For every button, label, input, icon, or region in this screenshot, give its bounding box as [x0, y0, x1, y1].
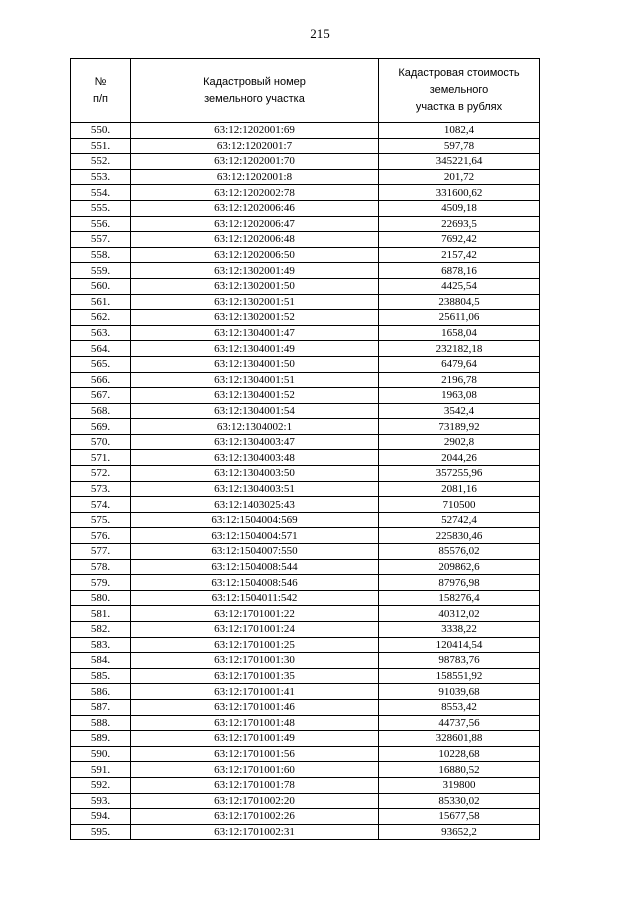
cadastral-number-cell: 63:12:1302001:50	[131, 278, 379, 294]
cadastral-value-cell: 2196,78	[379, 372, 540, 388]
cadastral-value-cell: 328601,88	[379, 731, 540, 747]
row-number-cell: 588.	[71, 715, 131, 731]
row-number-cell: 579.	[71, 575, 131, 591]
row-number-cell: 566.	[71, 372, 131, 388]
cadastral-number-cell: 63:12:1304001:49	[131, 341, 379, 357]
table-row	[71, 606, 540, 622]
table-row	[71, 123, 540, 139]
cadastral-number-cell: 63:12:1304001:51	[131, 372, 379, 388]
row-number-cell: 557.	[71, 232, 131, 248]
cadastral-number-cell: 63:12:1304001:52	[131, 388, 379, 404]
cadastral-value-cell: 6878,16	[379, 263, 540, 279]
cadastral-value-cell: 2902,8	[379, 434, 540, 450]
cadastral-value-cell: 2081,16	[379, 481, 540, 497]
table-row	[71, 528, 540, 544]
cadastral-value-cell: 209862,6	[379, 559, 540, 575]
table-row	[71, 777, 540, 793]
row-number-cell: 581.	[71, 606, 131, 622]
row-number-cell: 560.	[71, 278, 131, 294]
row-number-cell: 591.	[71, 762, 131, 778]
cadastral-number-cell: 63:12:1701001:35	[131, 668, 379, 684]
cadastral-value-cell: 357255,96	[379, 466, 540, 482]
cadastral-number-cell: 63:12:1202006:50	[131, 247, 379, 263]
table-row	[71, 497, 540, 513]
cadastral-value-cell: 4425,54	[379, 278, 540, 294]
table-row	[71, 762, 540, 778]
table-row	[71, 278, 540, 294]
cadastral-number-cell: 63:12:1504008:546	[131, 575, 379, 591]
cadastral-number-cell: 63:12:1304003:50	[131, 466, 379, 482]
row-number-cell: 564.	[71, 341, 131, 357]
table-row	[71, 731, 540, 747]
table-row	[71, 419, 540, 435]
row-number-cell: 574.	[71, 497, 131, 513]
row-number-cell: 586.	[71, 684, 131, 700]
cadastral-number-cell: 63:12:1701001:49	[131, 731, 379, 747]
page-number: 215	[310, 26, 330, 41]
cadastral-value-cell: 120414,54	[379, 637, 540, 653]
table-row	[71, 450, 540, 466]
cadastral-number-cell: 63:12:1304003:48	[131, 450, 379, 466]
cadastral-value-cell: 15677,58	[379, 809, 540, 825]
cadastral-value-cell: 52742,4	[379, 512, 540, 528]
table-body	[71, 123, 540, 840]
row-number-cell: 585.	[71, 668, 131, 684]
cadastral-number-cell: 63:12:1304003:47	[131, 434, 379, 450]
row-number-cell: 583.	[71, 637, 131, 653]
cadastral-number-cell: 63:12:1202002:78	[131, 185, 379, 201]
cadastral-value-cell: 40312,02	[379, 606, 540, 622]
row-number-cell: 563.	[71, 325, 131, 341]
row-number-cell: 559.	[71, 263, 131, 279]
cadastral-value-cell: 158551,92	[379, 668, 540, 684]
table-header-row	[71, 59, 540, 123]
cadastral-value-cell: 85576,02	[379, 544, 540, 560]
row-number-cell: 569.	[71, 419, 131, 435]
table-row	[71, 310, 540, 326]
cadastral-number-cell: 63:12:1701001:56	[131, 746, 379, 762]
table-row	[71, 200, 540, 216]
row-number-cell: 590.	[71, 746, 131, 762]
cadastral-number-cell: 63:12:1304002:1	[131, 419, 379, 435]
cadastral-number-cell: 63:12:1302001:49	[131, 263, 379, 279]
cadastral-number-cell: 63:12:1202001:69	[131, 123, 379, 139]
cadastral-number-cell: 63:12:1701001:22	[131, 606, 379, 622]
cadastral-value-cell: 2157,42	[379, 247, 540, 263]
cadastral-value-cell: 1963,08	[379, 388, 540, 404]
row-number-cell: 589.	[71, 731, 131, 747]
cadastral-value-cell: 345221,64	[379, 154, 540, 170]
cadastral-number-cell: 63:12:1504011:542	[131, 590, 379, 606]
row-number-cell: 572.	[71, 466, 131, 482]
cadastral-value-cell: 10228,68	[379, 746, 540, 762]
row-number-cell: 594.	[71, 809, 131, 825]
row-number-cell: 575.	[71, 512, 131, 528]
table-row	[71, 388, 540, 404]
cadastral-value-cell: 158276,4	[379, 590, 540, 606]
row-number-cell: 584.	[71, 653, 131, 669]
cadastral-value-cell: 91039,68	[379, 684, 540, 700]
cadastral-value-cell: 597,78	[379, 138, 540, 154]
row-number-cell: 580.	[71, 590, 131, 606]
row-number-cell: 570.	[71, 434, 131, 450]
row-number-cell: 558.	[71, 247, 131, 263]
table-row	[71, 216, 540, 232]
cadastral-value-cell: 1082,4	[379, 123, 540, 139]
table-row	[71, 653, 540, 669]
row-number-cell: 567.	[71, 388, 131, 404]
table-row	[71, 622, 540, 638]
cadastral-value-cell: 7692,42	[379, 232, 540, 248]
cadastral-number-cell: 63:12:1504004:571	[131, 528, 379, 544]
cadastral-number-cell: 63:12:1302001:51	[131, 294, 379, 310]
table-row	[71, 232, 540, 248]
table-row	[71, 746, 540, 762]
row-number-cell: 552.	[71, 154, 131, 170]
row-number-cell: 578.	[71, 559, 131, 575]
table-row	[71, 544, 540, 560]
table-row	[71, 575, 540, 591]
cadastral-value-cell: 3338,22	[379, 622, 540, 638]
table-row	[71, 138, 540, 154]
table-row	[71, 372, 540, 388]
cadastral-value-cell: 710500	[379, 497, 540, 513]
row-number-cell: 576.	[71, 528, 131, 544]
cadastral-number-cell: 63:12:1202006:47	[131, 216, 379, 232]
row-number-cell: 582.	[71, 622, 131, 638]
row-number-cell: 571.	[71, 450, 131, 466]
cadastral-value-cell: 201,72	[379, 169, 540, 185]
row-number-cell: 553.	[71, 169, 131, 185]
cadastral-value-cell: 16880,52	[379, 762, 540, 778]
cadastral-value-cell: 331600,62	[379, 185, 540, 201]
table-row	[71, 715, 540, 731]
cadastral-number-cell: 63:12:1701001:41	[131, 684, 379, 700]
table-row	[71, 637, 540, 653]
row-number-cell: 550.	[71, 123, 131, 139]
cadastral-number-cell: 63:12:1202001:8	[131, 169, 379, 185]
cadastral-number-cell: 63:12:1701001:24	[131, 622, 379, 638]
cadastral-value-cell: 87976,98	[379, 575, 540, 591]
row-number-cell: 556.	[71, 216, 131, 232]
cadastral-number-cell: 63:12:1504007:550	[131, 544, 379, 560]
cadastral-number-cell: 63:12:1701001:46	[131, 699, 379, 715]
row-number-cell: 568.	[71, 403, 131, 419]
cadastral-number-cell: 63:12:1304001:50	[131, 356, 379, 372]
row-number-cell: 565.	[71, 356, 131, 372]
row-number-cell: 555.	[71, 200, 131, 216]
cadastral-value-cell: 22693,5	[379, 216, 540, 232]
table-row	[71, 824, 540, 840]
cadastral-number-cell: 63:12:1302001:52	[131, 310, 379, 326]
table-row	[71, 154, 540, 170]
table-row	[71, 356, 540, 372]
header-cadastral-number: Кадастровый номер земельного участка	[131, 59, 379, 123]
table-row	[71, 699, 540, 715]
cadastral-value-cell: 1658,04	[379, 325, 540, 341]
row-number-cell: 587.	[71, 699, 131, 715]
cadastral-number-cell: 63:12:1202006:48	[131, 232, 379, 248]
cadastral-number-cell: 63:12:1701002:26	[131, 809, 379, 825]
row-number-cell: 593.	[71, 793, 131, 809]
cadastral-value-cell: 93652,2	[379, 824, 540, 840]
table-row	[71, 247, 540, 263]
cadastral-value-cell: 225830,46	[379, 528, 540, 544]
table-row	[71, 668, 540, 684]
cadastral-number-cell: 63:12:1701002:20	[131, 793, 379, 809]
table-row	[71, 809, 540, 825]
row-number-cell: 573.	[71, 481, 131, 497]
cadastral-number-cell: 63:12:1701002:31	[131, 824, 379, 840]
row-number-cell: 551.	[71, 138, 131, 154]
row-number-cell: 554.	[71, 185, 131, 201]
cadastral-value-cell: 25611,06	[379, 310, 540, 326]
table-row	[71, 185, 540, 201]
table-row	[71, 481, 540, 497]
cadastral-value-cell: 2044,26	[379, 450, 540, 466]
table-row	[71, 325, 540, 341]
table-row	[71, 466, 540, 482]
table-row	[71, 294, 540, 310]
cadastral-number-cell: 63:12:1403025:43	[131, 497, 379, 513]
table-row	[71, 684, 540, 700]
cadastral-value-cell: 98783,76	[379, 653, 540, 669]
cadastral-number-cell: 63:12:1304001:54	[131, 403, 379, 419]
table-row	[71, 403, 540, 419]
cadastral-number-cell: 63:12:1202001:70	[131, 154, 379, 170]
cadastral-number-cell: 63:12:1504008:544	[131, 559, 379, 575]
table-row	[71, 341, 540, 357]
row-number-cell: 562.	[71, 310, 131, 326]
table-row	[71, 263, 540, 279]
row-number-cell: 595.	[71, 824, 131, 840]
cadastral-number-cell: 63:12:1701001:78	[131, 777, 379, 793]
table-row	[71, 434, 540, 450]
cadastral-number-cell: 63:12:1304001:47	[131, 325, 379, 341]
cadastral-value-cell: 232182,18	[379, 341, 540, 357]
cadastral-value-cell: 85330,02	[379, 793, 540, 809]
cadastral-number-cell: 63:12:1304003:51	[131, 481, 379, 497]
cadastral-number-cell: 63:12:1202006:46	[131, 200, 379, 216]
cadastral-number-cell: 63:12:1701001:60	[131, 762, 379, 778]
cadastral-value-cell: 6479,64	[379, 356, 540, 372]
row-number-cell: 577.	[71, 544, 131, 560]
cadastral-table	[70, 58, 540, 840]
cadastral-value-cell: 4509,18	[379, 200, 540, 216]
cadastral-value-cell: 8553,42	[379, 699, 540, 715]
cadastral-number-cell: 63:12:1701001:48	[131, 715, 379, 731]
table-row	[71, 169, 540, 185]
table-row	[71, 793, 540, 809]
cadastral-number-cell: 63:12:1202001:7	[131, 138, 379, 154]
cadastral-number-cell: 63:12:1504004:569	[131, 512, 379, 528]
header-cadastral-value: Кадастровая стоимость земельного участка в рублях	[379, 59, 540, 123]
table-row	[71, 590, 540, 606]
cadastral-value-cell: 44737,56	[379, 715, 540, 731]
cadastral-value-cell: 73189,92	[379, 419, 540, 435]
header-number: № п/п	[71, 59, 131, 123]
cadastral-number-cell: 63:12:1701001:30	[131, 653, 379, 669]
cadastral-value-cell: 3542,4	[379, 403, 540, 419]
cadastral-value-cell: 238804,5	[379, 294, 540, 310]
table-row	[71, 559, 540, 575]
row-number-cell: 592.	[71, 777, 131, 793]
cadastral-number-cell: 63:12:1701001:25	[131, 637, 379, 653]
cadastral-value-cell: 319800	[379, 777, 540, 793]
row-number-cell: 561.	[71, 294, 131, 310]
table-row	[71, 512, 540, 528]
